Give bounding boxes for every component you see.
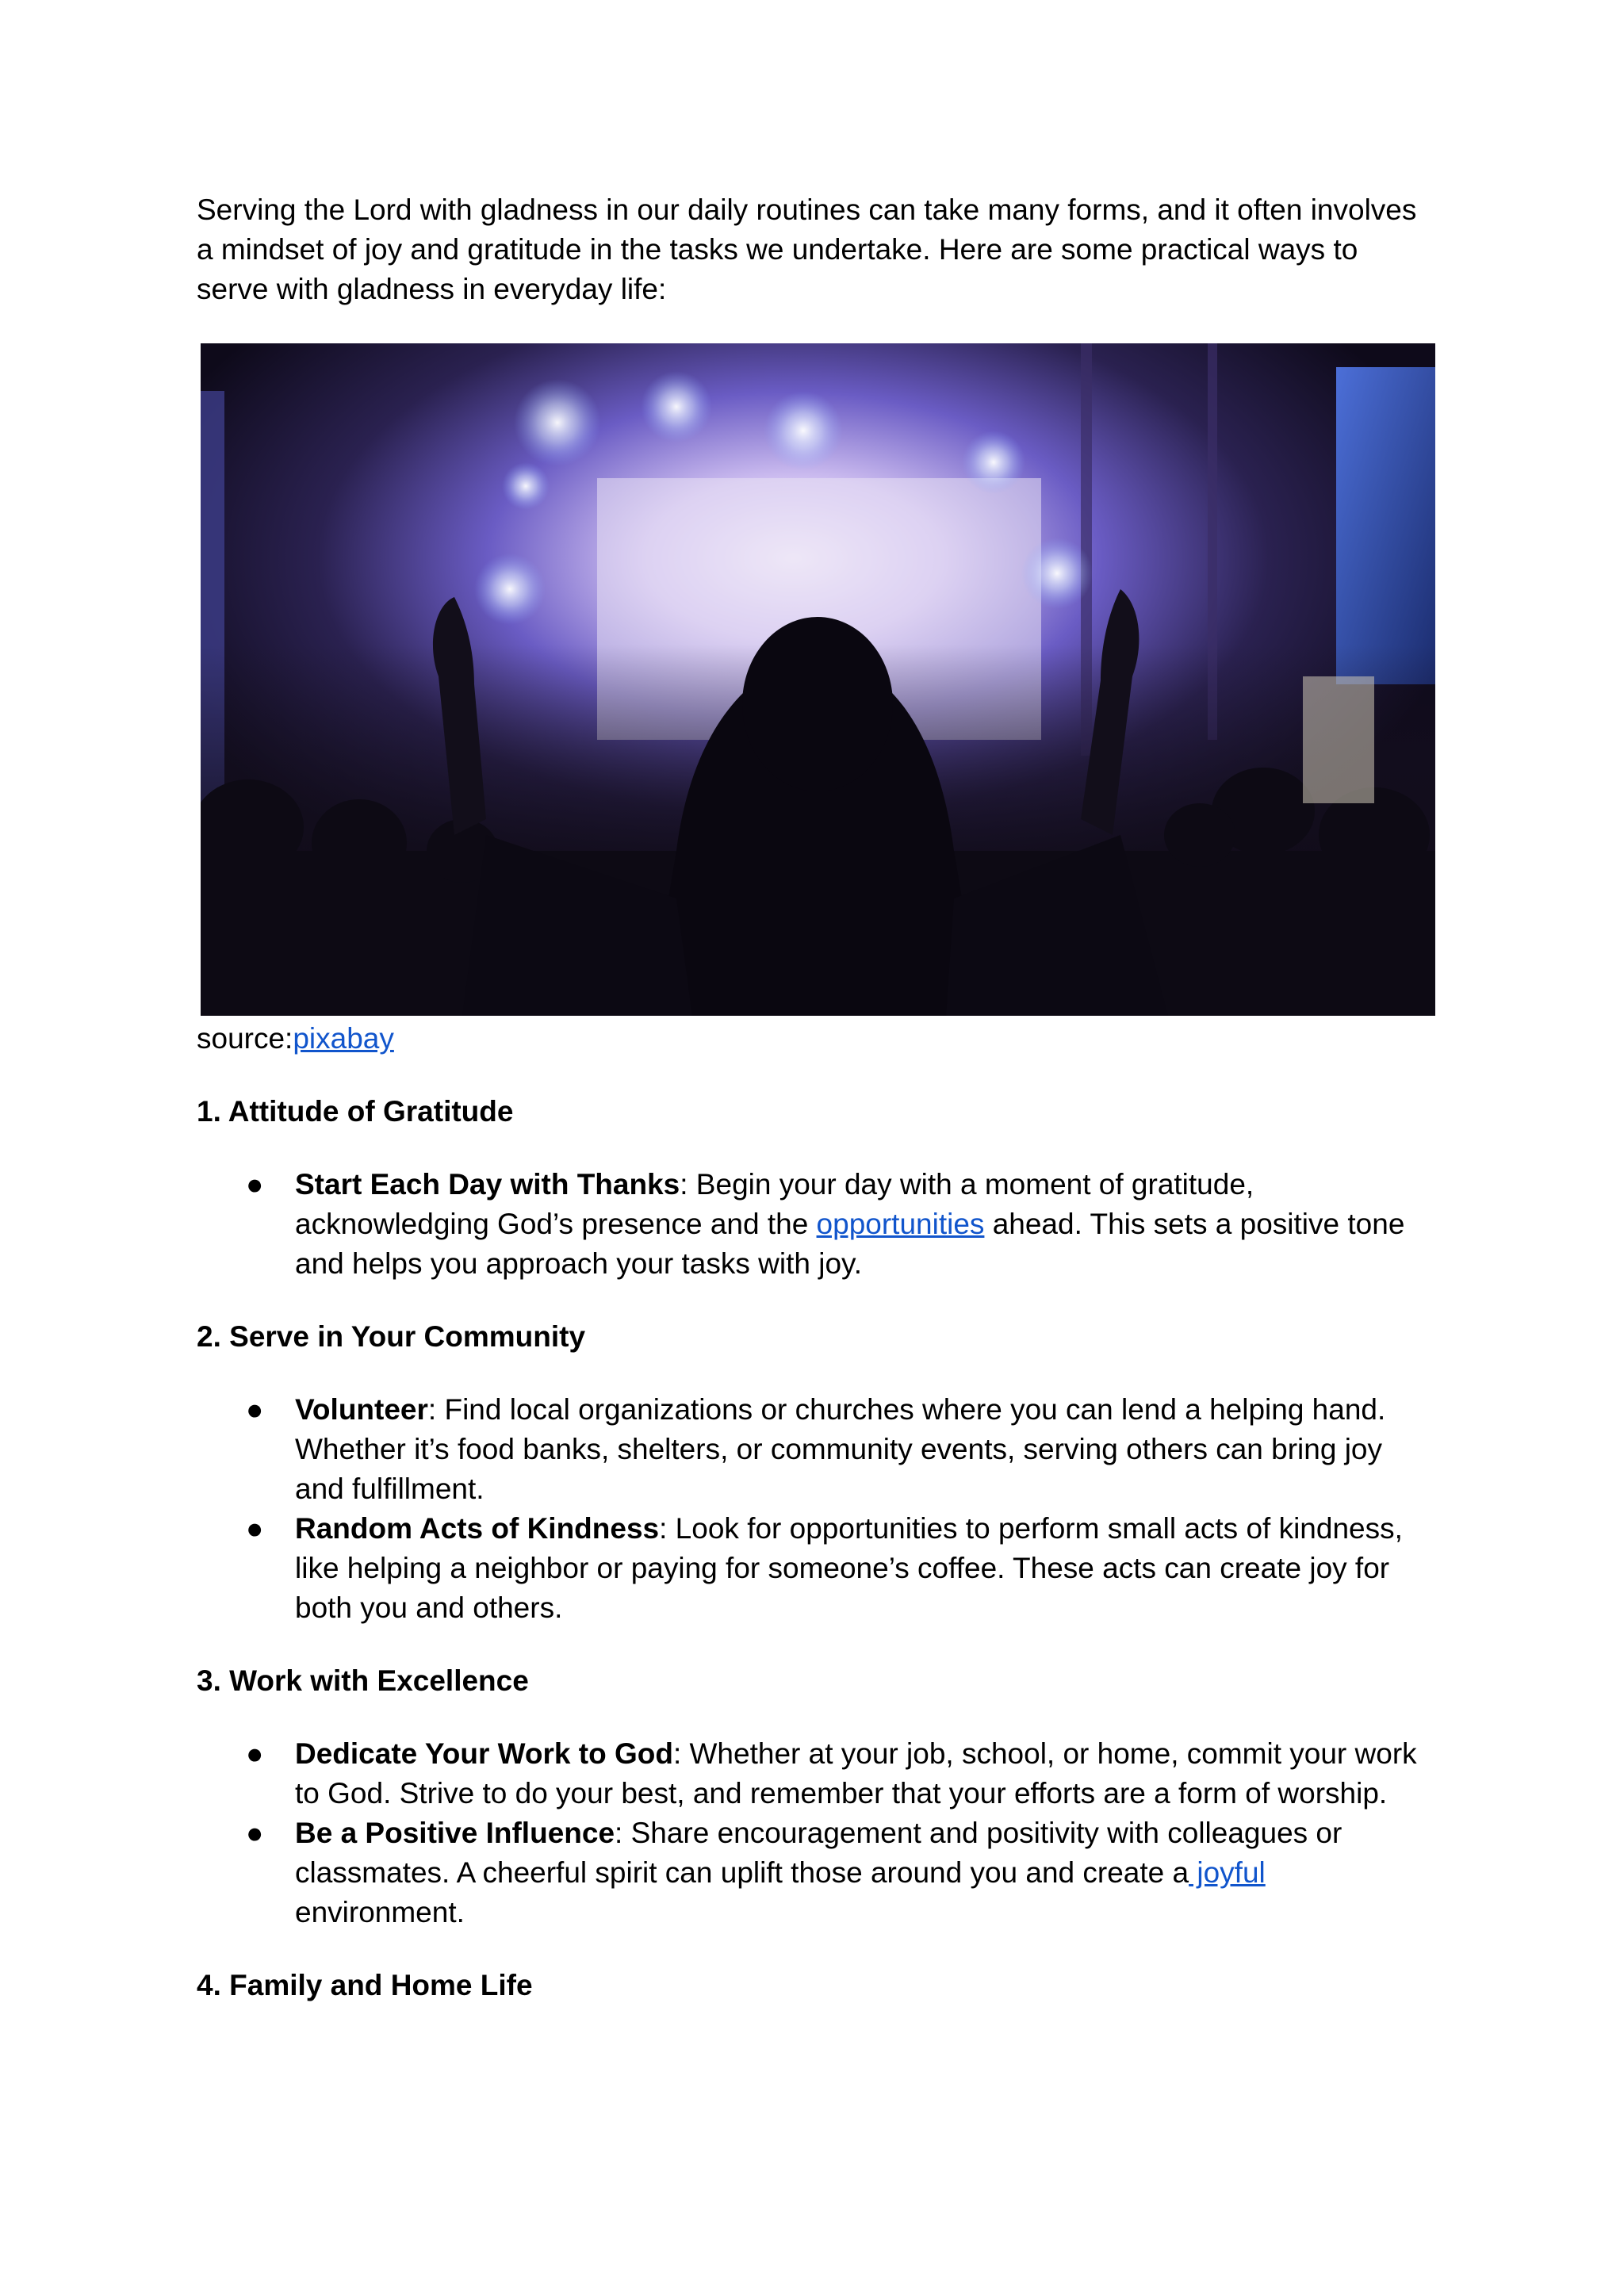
bullet-dot-icon: ● xyxy=(246,1737,264,1770)
section-heading-family: 4. Family and Home Life xyxy=(197,1969,533,2001)
joyful-link[interactable]: joyful xyxy=(1189,1856,1266,1889)
bullet-list-community xyxy=(197,1390,1434,1628)
item-text: : Look for opportunities to perform small acts of kindness, like helping a neighbor or paying for someone’s coffee. These acts can create joy for both you and others. xyxy=(295,1512,1403,1624)
worship-crowd-photo-icon xyxy=(201,343,1435,1016)
item-text-after: ahead. This sets a positive tone and helps you approach your tasks with joy. xyxy=(295,1208,1405,1280)
intro-paragraph: Serving the Lord with gladness in our daily routines can take many forms, and it often involves a mindset of joy and gratitude in the tasks we undertake. Here are some practical ways to serve with gladness in everyday life: xyxy=(197,193,1417,305)
list-item xyxy=(197,1509,1434,1628)
item-text-after: environment. xyxy=(295,1896,465,1928)
item-title: Start Each Day with Thanks xyxy=(295,1168,680,1201)
item-text: : Find local organizations or churches where you can lend a helping hand. Whether it’s food banks, shelters, or community events, serving others can bring joy and fulfillment. xyxy=(295,1393,1386,1505)
item-title: Random Acts of Kindness xyxy=(295,1512,660,1545)
worship-crowd-photo xyxy=(201,343,1435,1016)
item-text: : Begin your day with a moment of gratitude, acknowledging God’s presence and the xyxy=(295,1168,1254,1240)
list-item xyxy=(197,1813,1434,1932)
item-title: Volunteer xyxy=(295,1393,428,1426)
list-item xyxy=(197,1165,1434,1284)
source-prefix: source: xyxy=(197,1022,293,1055)
source-link-pixabay[interactable]: pixabay xyxy=(293,1022,394,1055)
item-text: : Share encouragement and positivity with colleagues or classmates. A cheerful spirit can uplift those around you and create a xyxy=(295,1817,1342,1889)
section-heading-community: 2. Serve in Your Community xyxy=(197,1320,586,1353)
list-item xyxy=(197,1734,1434,1813)
bullet-list-gratitude xyxy=(197,1165,1434,1284)
list-item xyxy=(197,1390,1434,1509)
item-title: Dedicate Your Work to God xyxy=(295,1737,673,1770)
bullet-list-excellence xyxy=(197,1734,1434,1932)
section-heading-excellence: 3. Work with Excellence xyxy=(197,1664,529,1697)
bullet-dot-icon: ● xyxy=(246,1168,264,1201)
bullet-dot-icon: ● xyxy=(246,1512,264,1545)
bullet-dot-icon: ● xyxy=(246,1817,264,1849)
section-heading-gratitude: 1. Attitude of Gratitude xyxy=(197,1095,514,1128)
bullet-dot-icon: ● xyxy=(246,1393,264,1426)
image-source-caption xyxy=(197,1019,1434,1059)
opportunities-link[interactable]: opportunities xyxy=(816,1208,985,1240)
item-title: Be a Positive Influence xyxy=(295,1817,615,1849)
document-page xyxy=(197,190,1434,2005)
item-text: : Whether at your job, school, or home, commit your work to God. Strive to do your best, and remember that your efforts are a form of worship. xyxy=(295,1737,1417,1810)
